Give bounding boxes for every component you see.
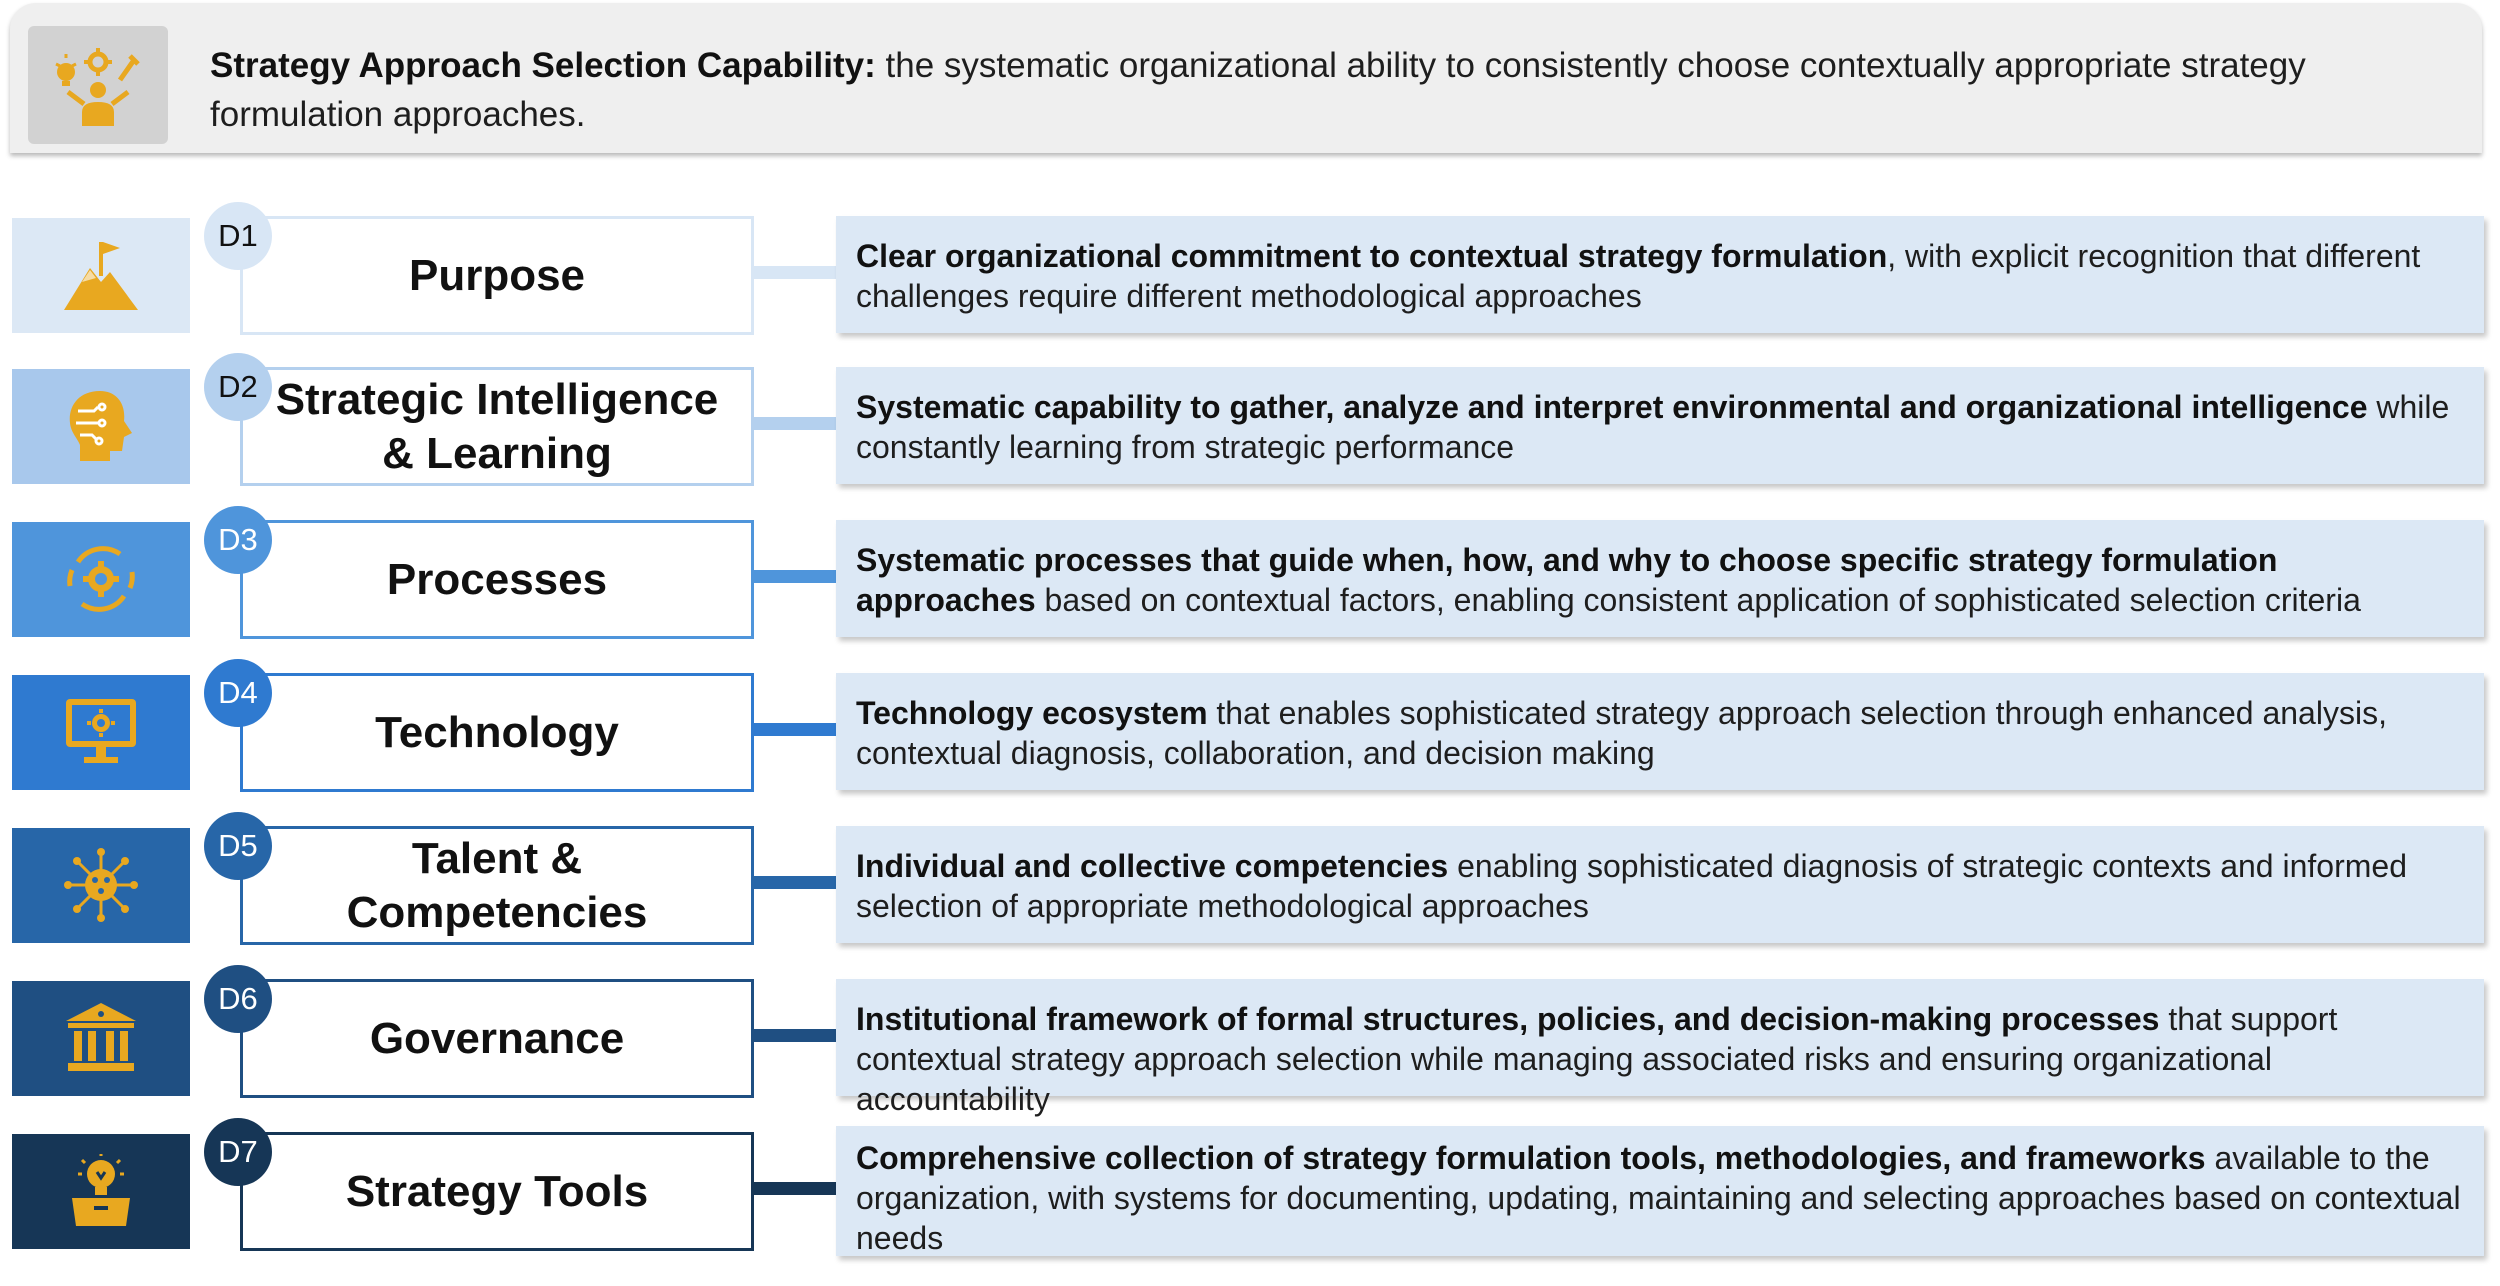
dimension-description-rest: while constantly learning from strategic performance (856, 389, 2450, 465)
institution-icon (64, 1001, 138, 1075)
dimension-row-d3 (0, 520, 2500, 644)
dimension-row-d4 (0, 673, 2500, 797)
header-title: Strategy Approach Selection Capability: (210, 46, 876, 85)
dimension-description-bold: Systematic processes that guide when, how, and why to choose specific strategy formulation approaches (856, 542, 2278, 618)
dimension-row-d6 (0, 979, 2500, 1117)
dimension-description (836, 216, 2484, 333)
dimension-name-line2: & Learning (382, 428, 612, 478)
dimension-icon-box (12, 218, 190, 333)
dimension-connector (751, 1182, 836, 1195)
dimension-name-line1: Governance (369, 1013, 625, 1063)
dimension-description-rest: enabling sophisticated diagnosis of strategic contexts and informed selection of appropriate methodological approaches (856, 848, 2407, 924)
dimension-row-d5 (0, 826, 2500, 950)
dimension-name-line1: Purpose (408, 250, 586, 300)
toolbox-bulb-icon (64, 1154, 138, 1228)
dimension-code-badge: D6 (204, 965, 272, 1033)
gear-cycle-icon (64, 542, 138, 616)
header-icon-box (28, 26, 168, 144)
dimension-connector (751, 1029, 836, 1042)
dimension-description (836, 367, 2484, 484)
dimension-description (836, 520, 2484, 637)
dimension-description (836, 826, 2484, 943)
dimension-description-rest: , with explicit recognition that different challenges require different methodological approaches (856, 238, 2421, 314)
header-description: the systematic organizational ability to consistently choose contextually appropriate strategy formulation approaches. (210, 46, 2306, 134)
dimension-description-bold: Institutional framework of formal structures, policies, and decision-making processes (856, 1001, 2160, 1037)
dimension-name-box (240, 979, 754, 1098)
brain-head-icon (64, 389, 138, 463)
dimension-code-badge: D3 (204, 506, 272, 574)
dimension-icon-box (12, 828, 190, 943)
dimension-connector (751, 723, 836, 736)
dimension-code-badge: D7 (204, 1118, 272, 1186)
dimension-icon-box (12, 1134, 190, 1249)
dimension-name-line1: Processes (386, 554, 608, 604)
dimension-connector (751, 417, 836, 430)
dimension-name-box (240, 673, 754, 792)
dimension-description-rest: available to the organization, with systems for documenting, updating, maintaining and selecting approaches based on contextual needs (856, 1140, 2461, 1256)
dimension-description (836, 1126, 2484, 1256)
dimension-code-badge: D4 (204, 659, 272, 727)
dimension-name-box (240, 520, 754, 639)
dimension-name-line1: Technology (375, 707, 619, 757)
dimension-connector (751, 876, 836, 889)
dimension-description-bold: Individual and collective competencies (856, 848, 1449, 884)
dimension-connector (751, 266, 836, 279)
dimension-code-badge: D5 (204, 812, 272, 880)
person-with-gears-icon (54, 46, 142, 126)
dimension-name-line2: Competencies (346, 887, 648, 937)
dimension-name-line1: Strategy Tools (345, 1166, 649, 1216)
dimension-icon-box (12, 981, 190, 1096)
monitor-gear-icon (64, 695, 138, 769)
header-text (210, 41, 2450, 139)
dimension-description-rest: that enables sophisticated strategy approach selection through enhanced analysis, contextual diagnosis, collaboration, and decision making (856, 695, 2387, 771)
dimension-description-bold: Technology ecosystem (856, 695, 1208, 731)
dimension-icon-box (12, 369, 190, 484)
dimension-code-badge: D1 (204, 202, 272, 270)
header-panel (10, 3, 2482, 153)
dimension-name-box (240, 1132, 754, 1251)
dimension-row-d7 (0, 1132, 2500, 1256)
dimension-row-d1 (0, 216, 2500, 340)
dimension-description (836, 979, 2484, 1117)
network-people-icon (64, 848, 138, 922)
dimension-row-d2 (0, 367, 2500, 491)
dimension-name-box (240, 216, 754, 335)
dimension-icon-box (12, 675, 190, 790)
dimension-code-badge: D2 (204, 353, 272, 421)
dimension-connector (751, 570, 836, 583)
dimension-name-line1: Talent & (411, 833, 583, 883)
dimension-name-box (240, 826, 754, 945)
mountain-flag-icon (64, 238, 138, 312)
dimension-name-line1: Strategic Intelligence (275, 374, 719, 424)
dimension-description-rest: based on contextual factors, enabling consistent application of sophisticated selection criteria (1035, 582, 2361, 618)
dimension-description-bold: Systematic capability to gather, analyze and interpret environmental and organizational intelligence (856, 389, 2368, 425)
dimension-name-box (240, 367, 754, 486)
dimension-icon-box (12, 522, 190, 637)
dimension-description-bold: Comprehensive collection of strategy formulation tools, methodologies, and frameworks (856, 1140, 2206, 1176)
dimension-description (836, 673, 2484, 790)
dimension-description-rest: that support contextual strategy approach selection while managing associated risks and ensuring organizational accountability (856, 1001, 2338, 1117)
dimension-description-bold: Clear organizational commitment to contextual strategy formulation (856, 238, 1888, 274)
